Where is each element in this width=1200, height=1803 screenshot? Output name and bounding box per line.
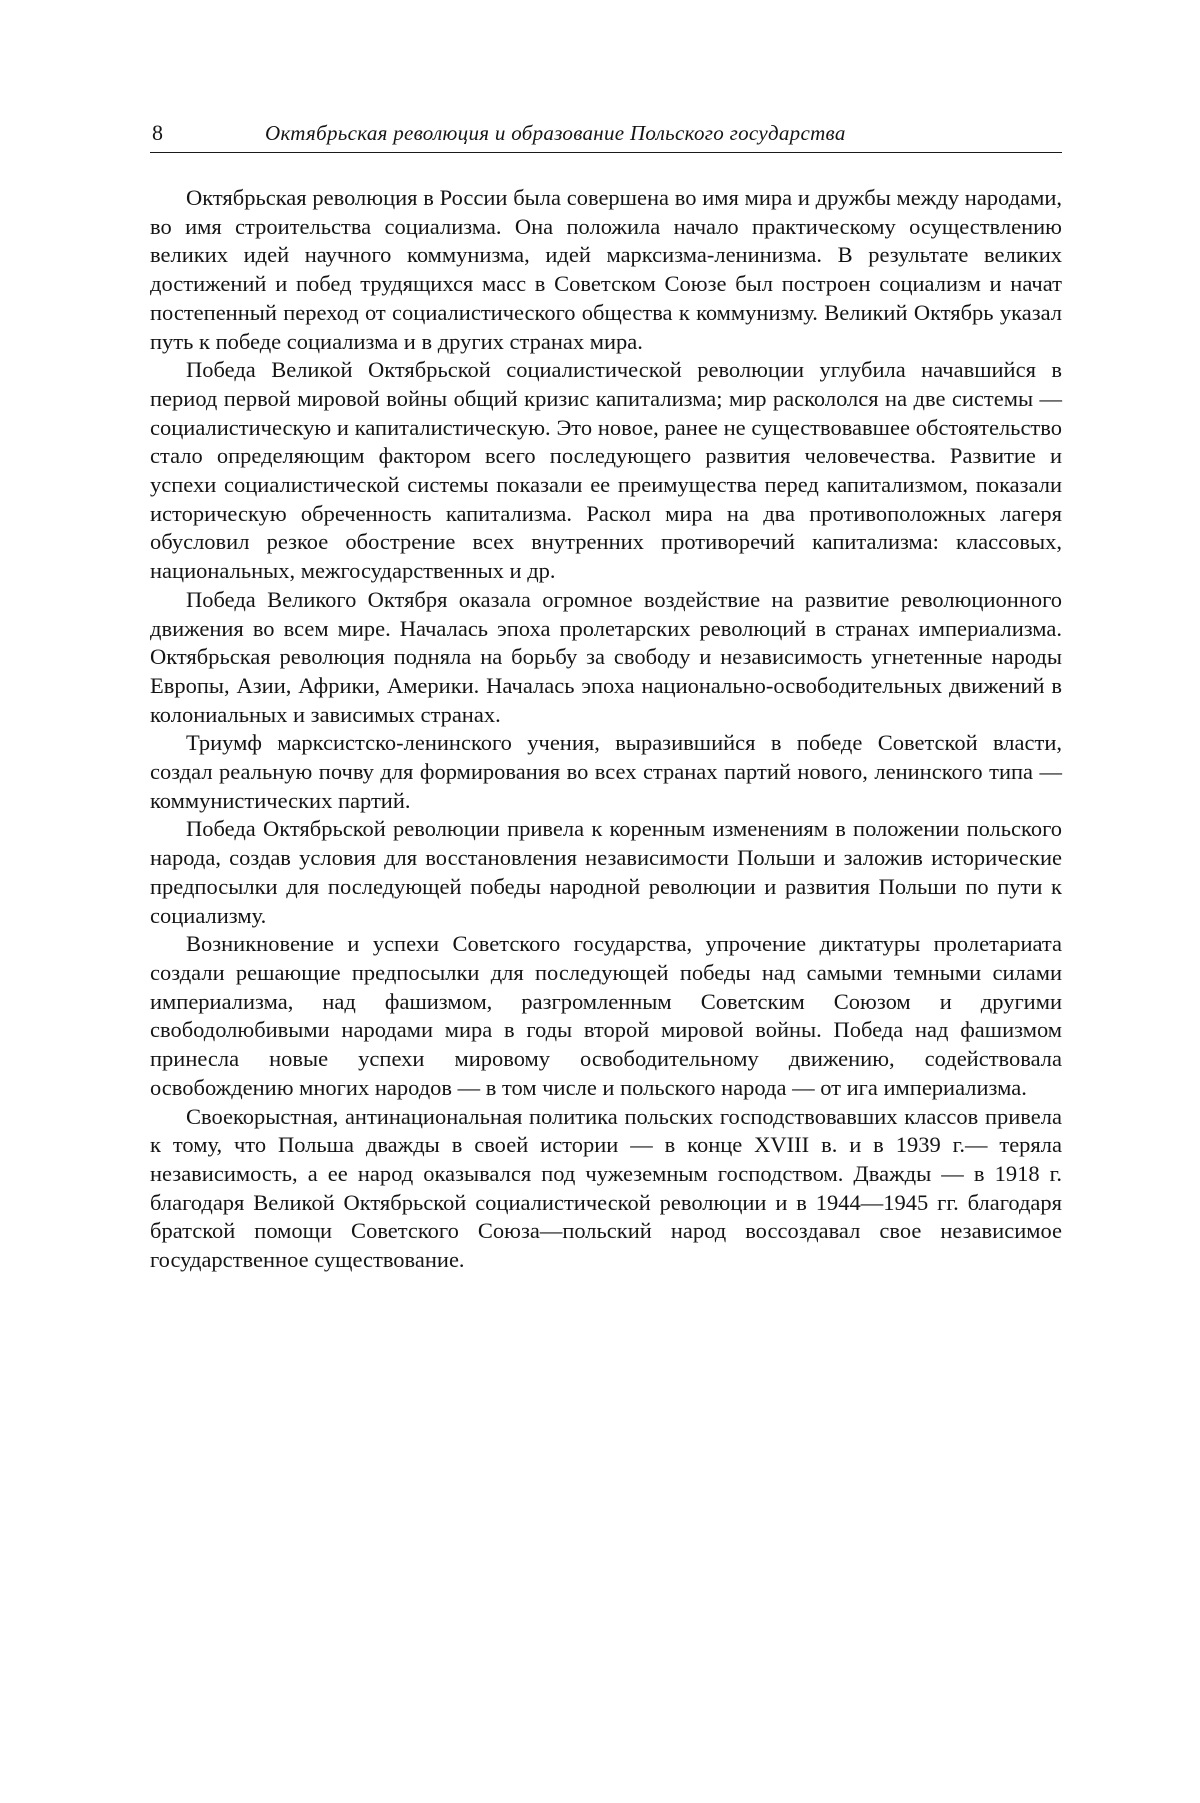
paragraph: Своекорыстная, антинациональная политика польских господствовавших классов привела к тому, что Польша дважды в своей истории — в конце XVIII в. и в 1939 г.— теряла независимость, а ее народ оказывался под чужеземным господством. Дважды — в 1918 г. благодаря Великой Октябрьской социалистической революции и в 1944—1945 гг. благодаря братской помощи Советского Союза—польский народ воссоздавал свое независимое государственное существование. [150,1103,1062,1273]
paragraph: Возникновение и успехи Советского государства, упрочение диктатуры пролетариата создали решающие предпосылки для последующей победы над самыми темными силами империализма, над фашизмом, разгромленным Советским Союзом и другими свободолюбивыми народами мира в годы второй мировой войны. Победа над фашизмом принесла новые успехи мировому освободительному движению, содействовала освобождению многих народов — в том числе и польского народа — от ига империализма. [150,931,1062,1100]
page-number: 8 [152,120,163,145]
body-text [150,184,1062,1275]
paragraph: Триумф марксистско-ленинского учения, выразившийся в победе Советской власти, создал реальную почву для формирования во всех странах партий нового, ленинского типа — коммунистических партий. [150,730,1062,813]
paragraph: Октябрьская революция в России была совершена во имя мира и дружбы между народами, во имя строительства социализма. Она положила начало практическому осуществлению великих идей научного коммунизма, идей марксизма-ленинизма. В результате великих достижений и побед трудящихся масс в Советском Союзе был построен социализм и начат постепенный переход от социалистического общества к коммунизму. Великий Октябрь указал путь к победе социализма и в других странах мира. [150,185,1062,354]
paragraph: Победа Октябрьской революции привела к коренным изменениям в положении польского народа, создав условия для восстановления независимости Польши и заложив исторические предпосылки для последующей победы народной революции и развития Польши по пути к социализму. [150,816,1062,928]
paragraph: Победа Великого Октября оказала огромное воздействие на развитие революционного движения во всем мире. Началась эпоха пролетарских революций в странах империализма. Октябрьская революция подняла на борьбу за свободу и независимость угнетенные народы Европы, Азии, Африки, Америки. Началась эпоха национально-освободительных движений в колониальных и зависимых странах. [150,586,1062,727]
running-title: Октябрьская революция и образование Польского государства [265,121,846,145]
running-head [150,118,1062,153]
paragraph: Победа Великой Октябрьской социалистической революции углубила начавшийся в период первой мировой войны общий кризис капитализма; мир раскололся на две системы — социалистическую и капиталистическую. Это новое, ранее не существовавшее обстоятельство стало определяющим фактором всего последующего развития человечества. Развитие и успехи социалистической системы показали ее преимущества перед капитализмом, показали историческую обреченность капитализма. Раскол мира на два противоположных лагеря обусловил резкое обострение всех внутренних противоречий капитализма: классовых, национальных, межгосударственных и др. [150,357,1062,584]
